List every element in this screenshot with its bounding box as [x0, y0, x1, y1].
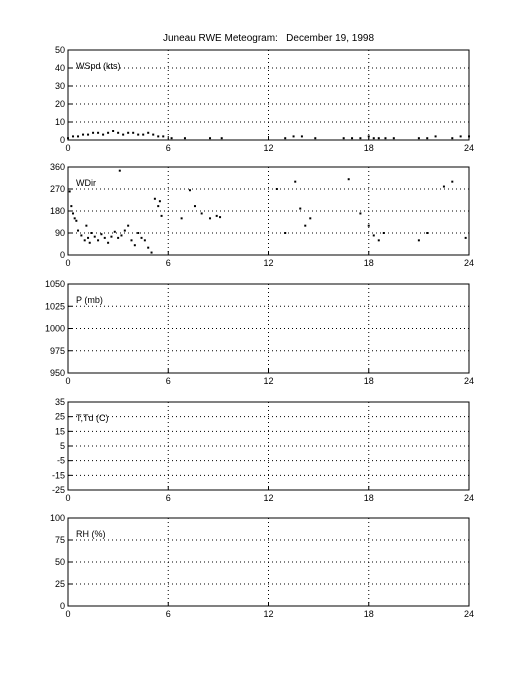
temp-dewpoint-ytick-label: 35 [54, 397, 65, 407]
wspd-point [184, 137, 186, 139]
wdir-point [276, 188, 278, 190]
wdir-point [216, 215, 218, 217]
wdir-point [378, 239, 380, 241]
rh-xtick-label: 24 [463, 609, 475, 619]
wspd-point [221, 137, 223, 139]
wdir-point [294, 181, 296, 183]
wspd-point [72, 135, 74, 137]
wdir-point [94, 236, 96, 238]
wdir-point [157, 205, 159, 207]
wdir-point [368, 225, 370, 227]
wspd-point [418, 137, 420, 139]
wspd-point [162, 135, 164, 137]
rh-xtick-label: 0 [65, 609, 71, 619]
wdir-point [134, 244, 136, 246]
wspd-point [77, 135, 79, 137]
wspd-xtick-label: 24 [463, 143, 475, 153]
wdir-ytick-label: 90 [54, 228, 65, 238]
wspd-ytick-label: 40 [54, 63, 65, 73]
wspd-point [351, 137, 353, 139]
wdir-ytick-label: 360 [49, 162, 65, 172]
pressure-ytick-label: 975 [49, 345, 65, 356]
temp-dewpoint-xtick-label: 24 [463, 493, 475, 503]
wspd-point [102, 134, 104, 136]
wdir-point [451, 181, 453, 183]
wspd-point [152, 134, 154, 136]
wdir-point [89, 242, 91, 244]
wspd-ytick-label: 50 [54, 45, 65, 55]
wdir-point [181, 217, 183, 219]
wspd-xtick-label: 6 [165, 143, 171, 153]
wdir-point [114, 231, 116, 233]
wspd-point [314, 137, 316, 139]
wdir-point [80, 234, 82, 236]
wdir-point [107, 242, 109, 244]
wdir-point [151, 252, 153, 254]
wspd-point [373, 137, 375, 139]
rh-ytick-label: 100 [49, 513, 65, 523]
wdir-point [194, 205, 196, 207]
wspd-point [67, 137, 69, 139]
wdir-point [110, 236, 112, 238]
wdir-xtick-label: 6 [165, 258, 171, 268]
wspd-point [426, 137, 428, 139]
wdir-point [418, 239, 420, 241]
temp-dewpoint-ytick-label: 5 [59, 441, 65, 451]
pressure-xtick-label: 6 [165, 376, 171, 386]
wspd-ytick-label: 0 [59, 135, 65, 145]
pressure-panel-label: P (mb) [76, 295, 103, 305]
wdir-point [127, 225, 129, 227]
wdir-point [443, 186, 445, 188]
wdir-point [465, 237, 467, 239]
pressure-ytick-label: 950 [49, 368, 65, 378]
wspd-xtick-label: 12 [263, 143, 274, 153]
wdir-point [141, 237, 143, 239]
wspd-point [284, 137, 286, 139]
wspd-point [112, 130, 114, 132]
rh-ytick-label: 25 [54, 579, 65, 589]
wdir-point [426, 232, 428, 234]
wdir-point [189, 189, 191, 191]
rh-xtick-label: 6 [165, 609, 171, 619]
temp-dewpoint-xtick-label: 18 [363, 493, 374, 503]
wdir-point [120, 234, 122, 236]
pressure-ytick-label: 1050 [44, 279, 65, 289]
wdir-point [97, 239, 99, 241]
wdir-ytick-label: 180 [49, 206, 65, 216]
wdir-ytick-label: 270 [49, 184, 65, 194]
pressure-xtick-label: 18 [363, 376, 374, 386]
wspd-ytick-label: 10 [54, 117, 65, 127]
wspd-point [301, 135, 303, 137]
wspd-point [435, 135, 437, 137]
wspd-point [468, 135, 470, 137]
wspd-panel-label: WSpd (kts) [76, 61, 121, 71]
wspd-point [122, 134, 124, 136]
wdir-point [219, 216, 221, 218]
wdir-point [284, 232, 286, 234]
wdir-point [147, 247, 149, 249]
wdir-point [209, 217, 211, 219]
wdir-point [373, 234, 375, 236]
wdir-point [359, 212, 361, 214]
wspd-point [359, 137, 361, 139]
wspd-point [82, 134, 84, 136]
wdir-point [130, 239, 132, 241]
temp-dewpoint-xtick-label: 6 [165, 493, 171, 503]
wdir-point [72, 212, 74, 214]
wspd-point [384, 137, 386, 139]
wdir-point [100, 233, 102, 235]
wdir-xtick-label: 18 [363, 258, 374, 268]
wdir-point [159, 200, 161, 202]
temp-dewpoint-panel-label: T,Td (C) [76, 413, 109, 423]
wspd-point [87, 134, 89, 136]
rh-xtick-label: 12 [263, 609, 274, 619]
wdir-point [348, 178, 350, 180]
wspd-point [368, 135, 370, 137]
rh-ytick-label: 0 [59, 601, 65, 611]
wdir-point [124, 230, 126, 232]
rh-ytick-label: 75 [54, 535, 65, 545]
wdir-point [74, 217, 76, 219]
wspd-point [460, 135, 462, 137]
wdir-xtick-label: 0 [65, 258, 71, 268]
rh-panel-label: RH (%) [76, 529, 106, 539]
wdir-point [90, 232, 92, 234]
temp-dewpoint-ytick-label: -25 [51, 485, 65, 495]
wdir-point [144, 239, 146, 241]
wspd-point [209, 137, 211, 139]
wspd-point [137, 134, 139, 136]
wdir-point [104, 237, 106, 239]
wdir-point [77, 230, 79, 232]
wdir-point [117, 237, 119, 239]
wdir-point [119, 170, 121, 172]
wspd-point [142, 134, 144, 136]
temp-dewpoint-ytick-label: -5 [56, 455, 65, 466]
wspd-point [107, 132, 109, 134]
wspd-point [127, 132, 129, 134]
wdir-xtick-label: 12 [263, 258, 274, 268]
wdir-point [309, 217, 311, 219]
wdir-point [84, 239, 86, 241]
wspd-point [147, 132, 149, 134]
wspd-point [132, 132, 134, 134]
wdir-point [154, 198, 156, 200]
wdir-point [383, 232, 385, 234]
wdir-point [69, 190, 71, 192]
chart-title: Juneau RWE Meteogram: December 19, 1998 [162, 33, 375, 44]
wdir-xtick-label: 24 [463, 258, 475, 268]
wdir-point [87, 237, 89, 239]
wspd-point [378, 137, 380, 139]
wspd-point [343, 137, 345, 139]
wdir-point [85, 225, 87, 227]
pressure-xtick-label: 12 [263, 376, 274, 386]
wdir-point [201, 212, 203, 214]
wspd-ytick-label: 30 [54, 81, 65, 91]
wspd-point [451, 137, 453, 139]
wdir-point [137, 232, 139, 234]
wdir-ytick-label: 0 [59, 250, 65, 260]
pressure-xtick-label: 24 [463, 376, 475, 386]
temp-dewpoint-xtick-label: 0 [65, 493, 71, 503]
wdir-point [304, 225, 306, 227]
wspd-point [97, 132, 99, 134]
wspd-point [393, 137, 395, 139]
wdir-point [70, 205, 72, 207]
temp-dewpoint-ytick-label: 15 [54, 426, 65, 437]
wspd-point [171, 137, 173, 139]
wspd-point [157, 135, 159, 137]
temp-dewpoint-ytick-label: 25 [54, 411, 65, 422]
wspd-ytick-label: 20 [54, 99, 65, 109]
pressure-xtick-label: 0 [65, 376, 71, 386]
wspd-xtick-label: 0 [65, 143, 71, 153]
pressure-ytick-label: 1025 [44, 301, 65, 312]
wspd-xtick-label: 18 [363, 143, 374, 153]
wspd-point [117, 132, 119, 134]
temp-dewpoint-ytick-label: -15 [51, 470, 65, 481]
wspd-point [293, 135, 295, 137]
rh-ytick-label: 50 [54, 557, 65, 567]
pressure-ytick-label: 1000 [44, 323, 65, 334]
wspd-point [92, 132, 94, 134]
wdir-point [75, 220, 77, 222]
wdir-panel-label: WDir [76, 178, 96, 188]
wdir-point [299, 208, 301, 210]
wdir-point [161, 215, 163, 217]
temp-dewpoint-xtick-label: 12 [263, 493, 274, 503]
rh-xtick-label: 18 [363, 609, 374, 619]
